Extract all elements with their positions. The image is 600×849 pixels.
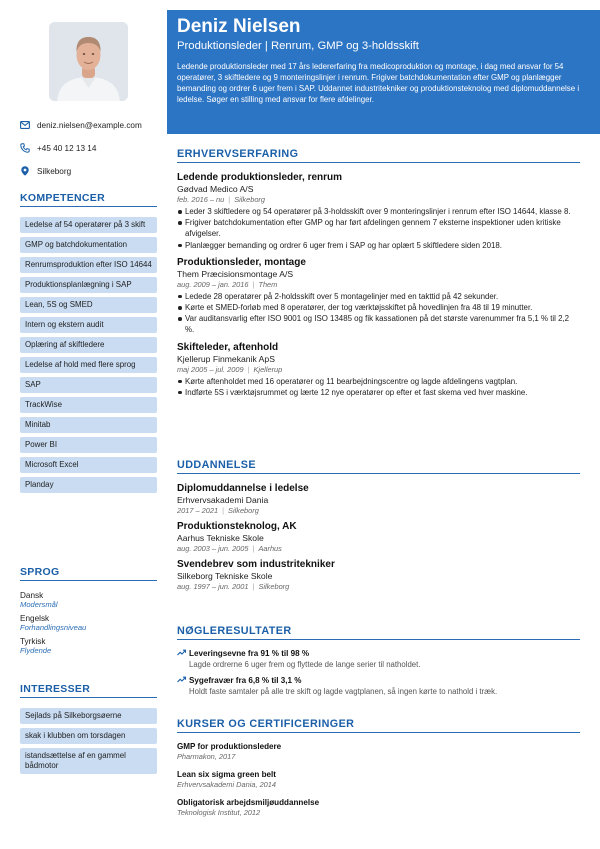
job-title: Ledende produktionsleder, renrum [177, 172, 343, 183]
results-section [177, 625, 580, 697]
education-list [177, 483, 580, 592]
education-school: Erhvervsakademi Dania [177, 495, 269, 505]
result-desc: Lagde ordrerne 6 uger frem og flyttede de lange serier til natholdet. [189, 660, 421, 669]
education-section [177, 459, 580, 592]
meta-separator: | [252, 582, 255, 591]
courses-section [177, 718, 580, 818]
competency-chip: Produktionsplanlægning i SAP [20, 277, 157, 293]
job-entry [177, 172, 580, 251]
job-company: Them Præcisionsmontage A/S [177, 268, 294, 279]
results-list [177, 648, 580, 697]
courses-list [177, 741, 580, 818]
education-degree: Produktionsteknolog, AK [177, 521, 297, 532]
job-place: Silkeborg [234, 195, 265, 204]
experience-list [177, 172, 580, 398]
competency-chip: Microsoft Excel [20, 457, 157, 473]
experience-section [177, 148, 580, 398]
competency-chip: Power BI [20, 437, 157, 453]
competency-chip: Planday [20, 477, 157, 493]
phone-text: +45 40 12 13 14 [37, 143, 97, 153]
education-degree: Diplomuddannelse i ledelse [177, 483, 309, 494]
interest-chip: skak i klubben om torsdagen [20, 728, 157, 744]
course-title: Lean six sigma green belt [177, 770, 276, 779]
competency-chip: Ledelse af 54 operatører på 3 skift [20, 217, 157, 233]
education-meta [177, 544, 580, 554]
competency-chip: Oplæring af skiftledere [20, 337, 157, 353]
job-title: Skifteleder, aftenhold [177, 341, 279, 353]
language-level: Forhandlingsniveau [20, 623, 87, 632]
result-title: Leveringsevne fra 91 % til 98 % [189, 649, 310, 658]
job-bullet: Var auditansvarlig efter ISO 9001 og ISO 13485 og fik kassationen på det største varenummer fra 5,1 % til 2,2 %. [177, 313, 580, 335]
education-period: aug. 1997 – jun. 2001 [177, 582, 249, 591]
course-meta: Pharmakon, 2017 [177, 752, 236, 761]
interest-chip: Sejlads på Silkeborgsøerne [20, 708, 157, 724]
language-name: Engelsk [20, 614, 50, 623]
competency-chip: Lean, 5S og SMED [20, 297, 157, 313]
job-entry [177, 257, 580, 336]
competency-chip: Ledelse af hold med flere sprog [20, 357, 157, 373]
job-bullet: Indførte 5S i værktøjsrummet og lærte 12 nye operatører op efter et fast skema ved hver maskine. [177, 387, 580, 398]
job-bullets [177, 376, 580, 398]
job-period: aug. 2009 – jan. 2016 [177, 279, 249, 289]
contact-location [20, 166, 160, 176]
education-school: Silkeborg Tekniske Skole [177, 571, 273, 581]
job-period: feb. 2016 – nu [177, 195, 225, 204]
course-title: Obligatorisk arbejdsmiljøuddannelse [177, 798, 320, 807]
job-title: Produktionsleder, montage [177, 256, 306, 268]
sidebar [0, 0, 167, 849]
job-bullets [177, 291, 580, 336]
result-title: Sygefravær fra 6,8 % til 3,1 % [189, 676, 302, 685]
course-title: GMP for produktionsledere [177, 742, 282, 751]
competency-chip: TrackWise [20, 397, 157, 413]
job-place: Kjellerup [253, 364, 283, 374]
envelope-icon [20, 120, 30, 130]
email-text: deniz.nielsen@example.com [37, 120, 142, 130]
education-meta [177, 582, 580, 592]
job-bullet: Planlægger bemanding og ordrer 6 uger frem i SAP og har oplært 5 skiftledere siden 2018. [177, 240, 580, 251]
job-company: Gødvad Medico A/S [177, 184, 254, 194]
competency-chip: GMP og batchdokumentation [20, 237, 157, 253]
competency-chip: Renrumsproduktion efter ISO 14644 [20, 257, 157, 273]
job-bullet: Leder 3 skiftledere og 54 operatører på 3-holdsskift over 9 monteringslinjer i renrum efter ISO 14644, klasse 8. [177, 206, 580, 217]
avatar [49, 22, 128, 101]
interests-list [20, 708, 157, 778]
meta-separator: | [228, 195, 231, 204]
competency-chip: Intern og ekstern audit [20, 317, 157, 333]
result-body [189, 675, 497, 697]
competency-chip: SAP [20, 377, 157, 393]
languages-heading: SPROG [20, 566, 157, 581]
profile-photo [49, 22, 128, 101]
meta-separator: | [252, 279, 255, 289]
course-item [177, 741, 580, 762]
result-item [177, 675, 580, 697]
job-bullet: Kørte aftenholdet med 16 operatører og 11 bearbejdningscentre og lagde afdelingens vagtplan. [177, 376, 580, 387]
location-text: Silkeborg [37, 166, 72, 176]
result-body [189, 648, 420, 670]
course-meta: Teknologisk Institut, 2012 [177, 808, 261, 817]
job-bullet: Kørte et SMED-forløb med 8 operatører, der tog værktøjsskiftet på hovedlinjen fra 48 til 19 minutter. [177, 302, 580, 313]
phone-icon [20, 143, 30, 153]
education-entry [177, 559, 580, 592]
trend-up-icon [177, 675, 189, 697]
competencies-heading: KOMPETENCER [20, 192, 157, 207]
result-desc: Holdt faste samtaler på alle tre skift og lagde vagtplanen, så ingen kørte to nathold i træk. [189, 687, 498, 696]
education-place: Aarhus [258, 544, 282, 553]
education-meta [177, 506, 580, 516]
course-meta: Erhvervsakademi Dania, 2014 [177, 780, 277, 789]
course-item [177, 769, 580, 790]
job-bullet: Ledede 28 operatører på 2-holdsskift over 5 montagelinjer med en takttid på 42 sekunder. [177, 291, 580, 302]
education-place: Silkeborg [258, 582, 290, 591]
language-level: Modersmål [20, 600, 58, 609]
course-item [177, 797, 580, 818]
job-meta [177, 280, 580, 290]
education-period: 2017 – 2021 [177, 506, 219, 515]
language-name: Dansk [20, 591, 44, 600]
job-place: Them [258, 279, 278, 289]
profile-summary: Ledende produktionsleder med 17 års ledererfaring fra medicoproduktion og montage, i dag med ansvar for 54 operatører, 3 skiftledere og 9 monteringslinjer i renrum. Frigiver batchdokumentation efter GMP og planlægger bemanding og ordrer 6 uger frem i SAP. Uddannet industritekniker og produktionsteknolog med diplomuddannelse i ledelse. Søger en stilling med ansvar for flere afdelinger. [177, 62, 580, 105]
location-pin-icon [20, 166, 30, 176]
job-period: maj 2005 – jul. 2009 [177, 364, 244, 374]
experience-heading: ERHVERVSERFARING [177, 148, 580, 163]
trend-up-icon [177, 648, 189, 670]
job-bullet: Frigiver batchdokumentation efter GMP og har ført afdelingen gennem 7 eksterne inspektioner uden kritiske afvigelser. [177, 217, 580, 239]
person-name: Deniz Nielsen [177, 16, 301, 37]
education-heading: UDDANNELSE [177, 459, 580, 474]
education-school: Aarhus Tekniske Skole [177, 533, 264, 543]
interest-chip: istandsættelse af en gammel bådmotor [20, 748, 157, 774]
results-heading: NØGLERESULTATER [177, 625, 580, 640]
languages-list [20, 591, 157, 660]
education-entry [177, 483, 580, 516]
language-level: Flydende [20, 646, 52, 655]
education-place: Silkeborg [228, 506, 259, 515]
interests-heading: INTERESSER [20, 683, 157, 698]
person-title: Produktionsleder | Renrum, GMP og 3-holdsskift [177, 40, 419, 52]
competency-chip: Minitab [20, 417, 157, 433]
meta-separator: | [247, 364, 250, 374]
education-entry [177, 521, 580, 554]
contact-phone [20, 143, 160, 153]
education-degree: Svendebrev som industritekniker [177, 559, 335, 570]
job-bullets [177, 206, 580, 251]
competencies-list [20, 217, 157, 497]
contact-email [20, 120, 160, 130]
job-company: Kjellerup Finmekanik ApS [177, 353, 275, 364]
result-item [177, 648, 580, 670]
courses-heading: KURSER OG CERTIFICERINGER [177, 718, 580, 733]
meta-separator: | [222, 506, 225, 515]
job-entry [177, 342, 580, 398]
header-banner [167, 10, 600, 134]
meta-separator: | [252, 544, 255, 553]
language-name: Tyrkisk [20, 637, 46, 646]
job-meta [177, 195, 580, 205]
job-meta [177, 365, 580, 375]
education-period: aug. 2003 – jun. 2005 [177, 544, 249, 553]
